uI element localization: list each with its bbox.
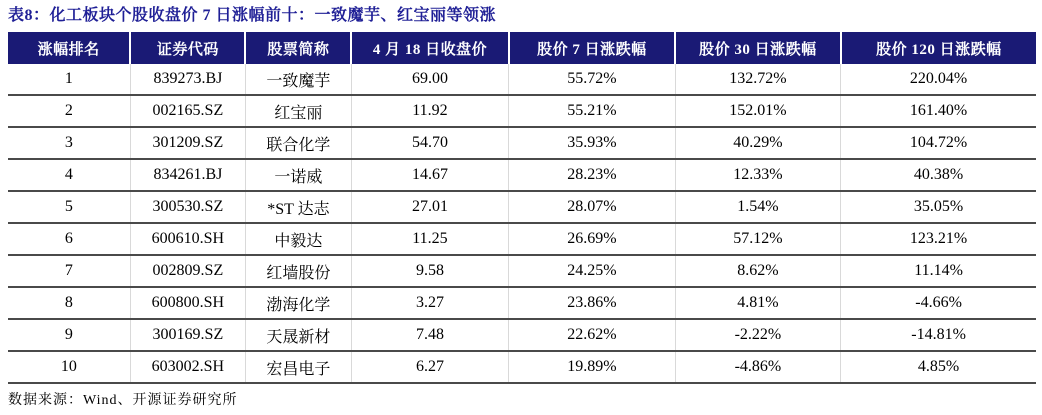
table-cell: 1.54% xyxy=(675,191,841,223)
table-cell: -4.86% xyxy=(675,351,841,383)
table-cell: 渤海化学 xyxy=(245,287,351,319)
table-cell: 28.07% xyxy=(509,191,676,223)
table-cell: 中毅达 xyxy=(245,223,351,255)
table-cell: 一致魔芋 xyxy=(245,64,351,95)
table-cell: -2.22% xyxy=(675,319,841,351)
table-cell: *ST 达志 xyxy=(245,191,351,223)
table-body xyxy=(8,64,1036,383)
table-cell: 4 xyxy=(8,159,130,191)
table-row xyxy=(8,223,1036,255)
table-cell: 839273.BJ xyxy=(130,64,245,95)
table-row xyxy=(8,319,1036,351)
header-cell: 4 月 18 日收盘价 xyxy=(351,32,508,64)
table-row xyxy=(8,159,1036,191)
table-cell: 12.33% xyxy=(675,159,841,191)
table-cell: 161.40% xyxy=(841,95,1036,127)
table-cell: 600800.SH xyxy=(130,287,245,319)
table-cell: 7.48 xyxy=(351,319,508,351)
header-cell: 证券代码 xyxy=(130,32,245,64)
table-cell: 3.27 xyxy=(351,287,508,319)
table-cell: 55.72% xyxy=(509,64,676,95)
table-cell: 3 xyxy=(8,127,130,159)
table-cell: 69.00 xyxy=(351,64,508,95)
header-cell: 涨幅排名 xyxy=(8,32,130,64)
table-cell: 40.38% xyxy=(841,159,1036,191)
table-cell: 联合化学 xyxy=(245,127,351,159)
table-cell: 红墙股份 xyxy=(245,255,351,287)
table-cell: 603002.SH xyxy=(130,351,245,383)
table-cell: 9.58 xyxy=(351,255,508,287)
table-cell: 28.23% xyxy=(509,159,676,191)
table-cell: 4.81% xyxy=(675,287,841,319)
table-cell: 天晟新材 xyxy=(245,319,351,351)
table-cell: 54.70 xyxy=(351,127,508,159)
table-row xyxy=(8,255,1036,287)
table-cell: 11.25 xyxy=(351,223,508,255)
table-cell: 14.67 xyxy=(351,159,508,191)
table-row xyxy=(8,64,1036,95)
table-cell: 123.21% xyxy=(841,223,1036,255)
table-cell: 1 xyxy=(8,64,130,95)
table-header xyxy=(8,32,1036,64)
table-cell: 600610.SH xyxy=(130,223,245,255)
table-header-row xyxy=(8,32,1036,64)
table-cell: 8.62% xyxy=(675,255,841,287)
table-cell: 220.04% xyxy=(841,64,1036,95)
table-cell: 5 xyxy=(8,191,130,223)
table-cell: 一诺威 xyxy=(245,159,351,191)
table-cell: 300169.SZ xyxy=(130,319,245,351)
table-cell: 300530.SZ xyxy=(130,191,245,223)
header-cell: 股价 7 日涨跌幅 xyxy=(509,32,676,64)
table-cell: 22.62% xyxy=(509,319,676,351)
table-cell: 002165.SZ xyxy=(130,95,245,127)
table-cell: 宏昌电子 xyxy=(245,351,351,383)
table-cell: 35.93% xyxy=(509,127,676,159)
table-cell: -4.66% xyxy=(841,287,1036,319)
table-cell: 11.92 xyxy=(351,95,508,127)
table-row xyxy=(8,95,1036,127)
header-cell: 股价 30 日涨跌幅 xyxy=(675,32,841,64)
header-cell: 股价 120 日涨跌幅 xyxy=(841,32,1036,64)
table-cell: 24.25% xyxy=(509,255,676,287)
table-cell: 红宝丽 xyxy=(245,95,351,127)
table-row xyxy=(8,191,1036,223)
table-cell: 152.01% xyxy=(675,95,841,127)
table-cell: 6.27 xyxy=(351,351,508,383)
table-row xyxy=(8,127,1036,159)
table-cell: 834261.BJ xyxy=(130,159,245,191)
table-cell: 4.85% xyxy=(841,351,1036,383)
data-source-note: 数据来源：Wind、开源证券研究所 xyxy=(8,393,238,408)
table-cell: 7 xyxy=(8,255,130,287)
header-cell: 股票简称 xyxy=(245,32,351,64)
table-cell: -14.81% xyxy=(841,319,1036,351)
table-cell: 11.14% xyxy=(841,255,1036,287)
table-cell: 301209.SZ xyxy=(130,127,245,159)
table-cell: 002809.SZ xyxy=(130,255,245,287)
table-cell: 26.69% xyxy=(509,223,676,255)
table-cell: 27.01 xyxy=(351,191,508,223)
stock-gainers-table xyxy=(8,32,1036,384)
table-cell: 19.89% xyxy=(509,351,676,383)
table-title: 表8：化工板块个股收盘价 7 日涨幅前十：一致魔芋、红宝丽等领涨 xyxy=(8,7,497,24)
table-cell: 132.72% xyxy=(675,64,841,95)
table-cell: 40.29% xyxy=(675,127,841,159)
table-cell: 57.12% xyxy=(675,223,841,255)
table-cell: 23.86% xyxy=(509,287,676,319)
table-cell: 8 xyxy=(8,287,130,319)
table-cell: 104.72% xyxy=(841,127,1036,159)
table-row xyxy=(8,351,1036,383)
table-row xyxy=(8,287,1036,319)
table-cell: 9 xyxy=(8,319,130,351)
table-cell: 55.21% xyxy=(509,95,676,127)
table-cell: 10 xyxy=(8,351,130,383)
table-cell: 35.05% xyxy=(841,191,1036,223)
table-cell: 2 xyxy=(8,95,130,127)
table-cell: 6 xyxy=(8,223,130,255)
